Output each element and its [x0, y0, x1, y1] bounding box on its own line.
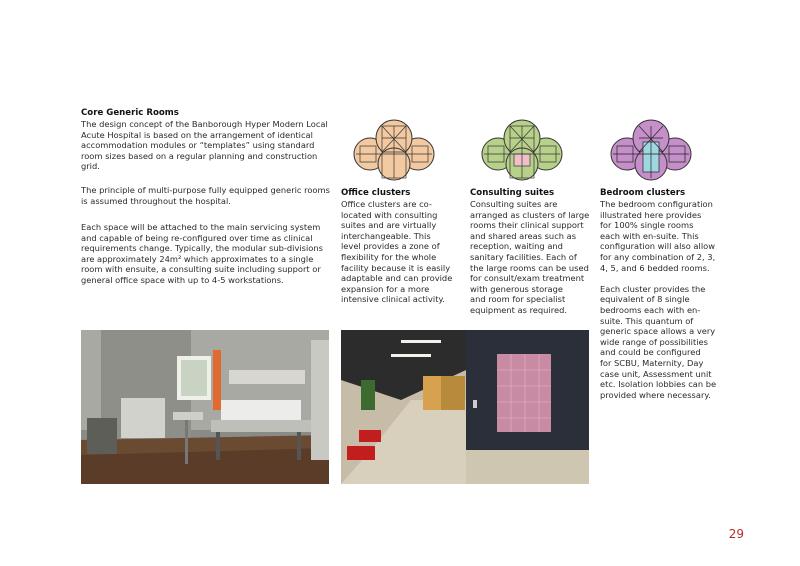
- page-number: 29: [728, 527, 744, 541]
- bedroom-clusters-heading: Bedroom clusters: [600, 188, 686, 198]
- intro-paragraph-2: The principle of multi-purpose fully equipped generic rooms is assumed throughout the hospital.: [81, 185, 330, 206]
- intro-paragraph-3: Each space will be attached to the main servicing system and capable of being re-configured over time as clinical requirements change. Typically, the modular sub-divisions are approximately 24m² which approximates to a single room with ensuite, a consulting suite including support or general office space with up to 4-5 workstations.: [81, 222, 323, 285]
- patient-room-photo: [81, 330, 329, 484]
- corridor-photo: [341, 330, 589, 484]
- intro-paragraph-1: The design concept of the Banborough Hyper Modern Local Acute Hospital is based on the arrangement of identical accommodation modules or “templates” using standard room sizes based on a regular planning and construction grid.: [81, 119, 328, 172]
- office-cluster-diagram: [352, 118, 436, 182]
- bedroom-cluster-diagram: [609, 118, 693, 182]
- consulting-suites-text: Consulting suites are arranged as clusters of large rooms their clinical support and shared areas such as reception, waiting and sanitary facilities. Each of the large rooms can be used for consult/exam treatment with generous storage and room for specialist equipment as required.: [470, 199, 590, 315]
- section-heading: Core Generic Rooms: [81, 108, 179, 118]
- consulting-suite-diagram: [480, 118, 564, 182]
- consulting-suites-heading: Consulting suites: [470, 188, 555, 198]
- bedroom-clusters-text: The bedroom configuration illustrated here provides for 100% single rooms each with en-suite. This configuration will also allow for any combination of 2, 3, 4, 5, and 6 bedded rooms. Each cluster provides the equivalent of 8 single bedrooms each with en- suite. This quantum of generic space allows a very wide range of possibilities and could be configured for SCBU, Maternity, Day case unit, Assessment unit etc. Isolation lobbies can be provided where necessary.: [600, 199, 717, 400]
- office-clusters-heading: Office clusters: [341, 188, 411, 198]
- office-clusters-text: Office clusters are co- located with consulting suites and are virtually interchangeable. This level provides a zone of flexibility for the whole facility because it is easily adaptable and can provide expansion for a more intensive clinical activity.: [341, 199, 453, 305]
